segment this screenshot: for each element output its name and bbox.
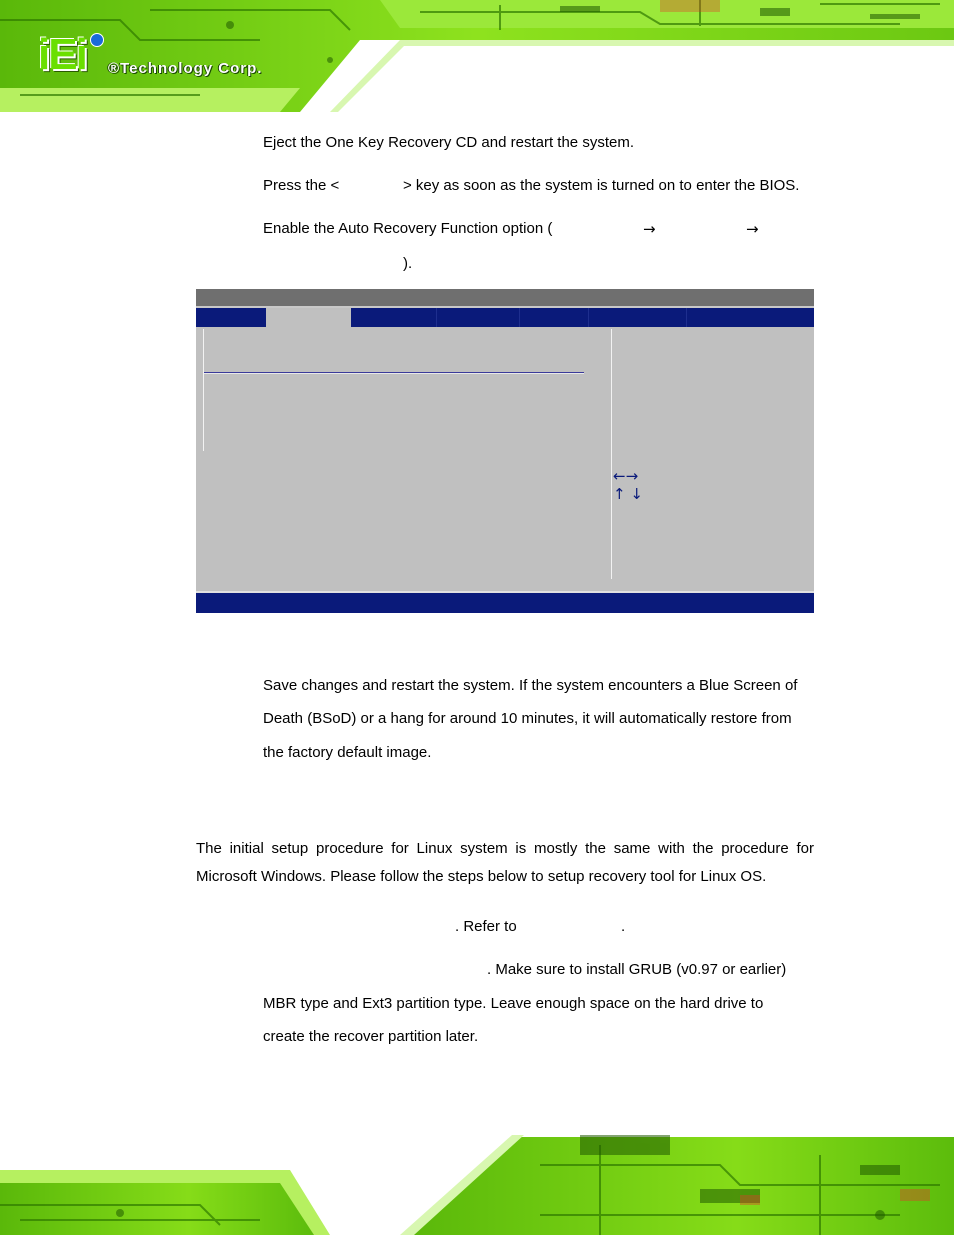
bios-section-divider bbox=[204, 372, 584, 374]
bios-left-border bbox=[203, 329, 204, 451]
bios-menu-separator bbox=[519, 308, 520, 327]
bios-title-bar bbox=[196, 289, 814, 306]
logo-text: ®Technology Corp. bbox=[108, 60, 263, 77]
save-changes-line-2: Death (BSoD) or a hang for around 10 minutes, it will automatically restore from bbox=[263, 710, 792, 727]
bios-menu-separator bbox=[436, 308, 437, 327]
up-down-arrow-icon: ↑ ↓ bbox=[613, 485, 643, 503]
step-enable-auto-recovery-b: ). bbox=[403, 255, 413, 272]
linux-step-1-a: . Refer to bbox=[455, 918, 517, 935]
linux-intro-line-2: Microsoft Windows. Please follow the steps below to setup recovery tool for Linux OS. bbox=[196, 868, 767, 885]
bios-menu-separator bbox=[588, 308, 589, 327]
linux-intro-line-1: The initial setup procedure for Linux system is mostly the same with the procedure for bbox=[196, 840, 814, 857]
linux-step-1-b: . bbox=[621, 918, 626, 935]
circuit-board-footer-image bbox=[0, 1125, 954, 1235]
bios-footer-bar bbox=[196, 593, 814, 613]
header-banner bbox=[0, 0, 954, 112]
footer-banner bbox=[0, 1125, 954, 1235]
arrow-right-icon: → bbox=[746, 220, 759, 238]
step-eject-cd: Eject the One Key Recovery CD and restart the system. bbox=[263, 134, 634, 151]
bios-screen bbox=[196, 289, 814, 613]
save-changes-line-3: the factory default image. bbox=[263, 744, 432, 761]
save-changes-line-1: Save changes and restart the system. If the system encounters a Blue Screen of bbox=[263, 677, 798, 694]
logo-dot-icon bbox=[90, 33, 104, 47]
left-right-arrow-icon: ←→ bbox=[613, 467, 639, 485]
bios-menu-separator bbox=[686, 308, 687, 327]
bios-help-panel-border bbox=[611, 329, 612, 579]
step-press-key-a: Press the < bbox=[263, 177, 340, 194]
linux-step-2-b: MBR type and Ext3 partition type. Leave enough space on the hard drive to bbox=[263, 995, 764, 1012]
circuit-board-banner-image bbox=[0, 0, 954, 112]
logo-mark: iEi bbox=[38, 30, 86, 79]
linux-step-2-c: create the recover partition later. bbox=[263, 1028, 479, 1045]
linux-step-2-a: . Make sure to install GRUB (v0.97 or earlier) bbox=[487, 961, 787, 978]
arrow-right-icon: → bbox=[643, 220, 656, 238]
step-press-key-b: > key as soon as the system is turned on to enter the BIOS. bbox=[403, 177, 800, 194]
step-enable-auto-recovery-a: Enable the Auto Recovery Function option ( bbox=[263, 220, 553, 237]
bios-key-help bbox=[613, 467, 643, 503]
bios-tab-selected[interactable] bbox=[266, 308, 351, 327]
